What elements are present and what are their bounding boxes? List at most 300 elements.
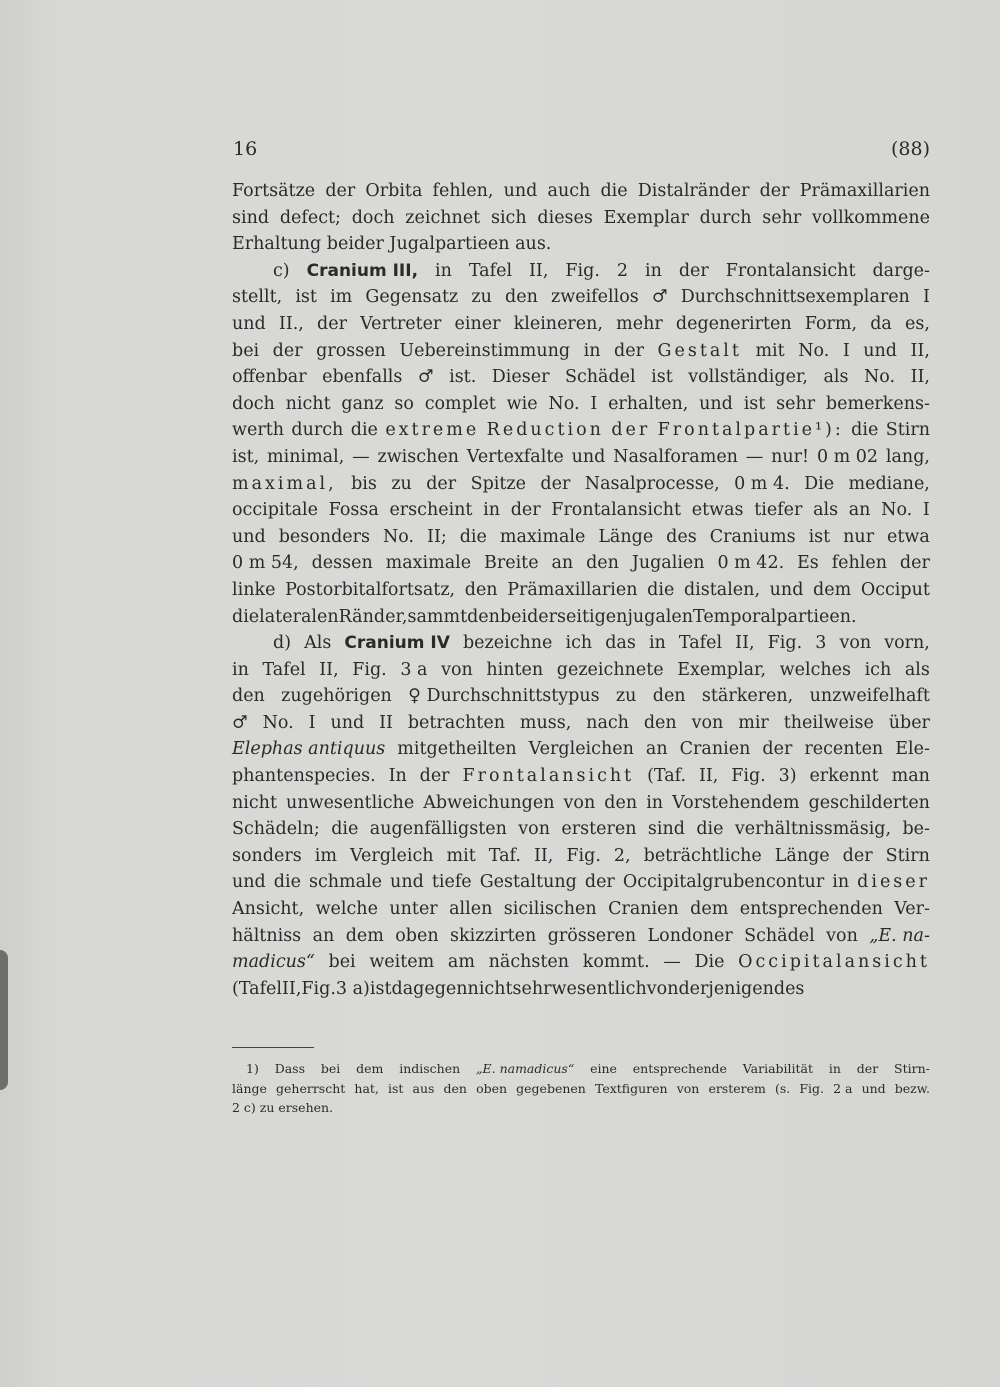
word: der — [899, 553, 930, 574]
word: ist, — [232, 446, 260, 467]
word: bei — [328, 952, 356, 973]
text-line — [232, 683, 930, 710]
word: Ansicht, — [232, 899, 305, 920]
word: geschilderten — [808, 792, 930, 813]
word: ersterem — [708, 1080, 766, 1096]
word: 2 a — [833, 1080, 853, 1096]
word: dieses — [537, 207, 593, 228]
word: 2 c) zu ersehen. — [232, 1100, 334, 1115]
text-line — [232, 311, 930, 338]
word: vollkommene — [812, 207, 930, 228]
word: No. — [881, 500, 913, 521]
text-line — [232, 231, 930, 258]
text-line — [232, 205, 930, 232]
word: lang, — [885, 446, 930, 467]
word: 0 m 4. — [734, 473, 790, 494]
word: Cranien — [679, 739, 751, 760]
word: II, — [910, 367, 930, 388]
word: auch — [547, 181, 591, 201]
word: Dass — [274, 1061, 305, 1076]
word: gezeichnete — [556, 659, 664, 680]
word: zu — [615, 686, 637, 707]
word: den — [464, 579, 498, 600]
word: I — [308, 712, 316, 733]
page-edge-shadow — [0, 950, 8, 1090]
word: durch — [699, 207, 752, 228]
word: und — [571, 446, 606, 467]
word: die — [232, 606, 260, 627]
word: nur! — [771, 446, 810, 467]
word: ♂ — [651, 287, 668, 308]
word: recenten — [804, 739, 884, 760]
word: etwa — [887, 526, 930, 547]
word: 3 — [815, 633, 827, 654]
word: sich — [490, 207, 527, 228]
word: unwesentliche — [286, 792, 415, 813]
word: bemerkens- — [825, 393, 930, 414]
word: den — [643, 712, 677, 733]
word: ebenfalls — [322, 367, 403, 388]
word: Jugalien — [631, 553, 705, 574]
word: Als — [304, 633, 332, 654]
word: entsprechenden — [739, 899, 883, 920]
word: der — [678, 260, 709, 281]
word: es, — [904, 313, 930, 334]
word: 3 a) — [335, 978, 370, 999]
word: derjenigen — [678, 978, 774, 999]
text-line — [232, 869, 930, 896]
word: I — [922, 287, 930, 308]
word: als — [904, 659, 930, 680]
word: oben — [395, 925, 439, 946]
word: d) — [273, 633, 292, 654]
word: kommt. — [582, 952, 650, 973]
word: II, — [533, 845, 554, 866]
word: der — [762, 739, 793, 760]
page-number: 16 — [233, 138, 258, 160]
word: in — [435, 260, 452, 281]
word: der — [419, 766, 450, 787]
word: und — [699, 393, 733, 414]
word: Schädel — [564, 367, 636, 388]
word: complet — [424, 393, 496, 414]
word: Stirn — [885, 420, 930, 441]
word: der — [510, 500, 541, 521]
word: unzweifelhaft — [809, 686, 930, 707]
word: Textfiguren — [594, 1080, 668, 1096]
word: den — [604, 792, 638, 813]
word: extreme — [385, 420, 480, 441]
word: occipitale — [232, 500, 318, 521]
word: der — [426, 473, 457, 494]
word: In — [388, 766, 407, 787]
word: an — [312, 925, 335, 946]
word: Postorbitalfortsatz, — [285, 579, 456, 600]
word: lateralen — [259, 606, 339, 627]
word: von — [691, 712, 724, 733]
word: werth — [232, 420, 285, 441]
word: theilweise — [783, 712, 874, 733]
word: Tafel — [468, 260, 513, 281]
word: von — [826, 925, 858, 946]
word: Fig. — [799, 1080, 824, 1096]
word: sicilischen — [503, 899, 597, 920]
word: dagegen — [391, 978, 468, 999]
word: II, — [910, 340, 930, 361]
word: als — [823, 367, 849, 388]
word: II, — [319, 659, 339, 680]
word: aus — [412, 1080, 435, 1096]
word: ♀ Durchschnittstypus — [408, 686, 600, 707]
word: im — [330, 287, 353, 308]
word: nächsten — [488, 952, 570, 973]
word: offenbar — [232, 367, 307, 388]
word: ersteren — [561, 819, 637, 840]
word: I — [590, 393, 598, 414]
word: Gestalt — [657, 340, 742, 361]
word: die — [696, 819, 724, 840]
word: Tafel — [262, 659, 306, 680]
word: der — [540, 473, 571, 494]
word: jugalen — [627, 606, 693, 627]
word: die — [350, 420, 378, 441]
word: Cranium III, — [306, 260, 419, 281]
word: der — [325, 181, 356, 201]
word: vollständiger, — [688, 367, 808, 388]
word: II, — [735, 633, 755, 654]
word: maximale — [499, 526, 586, 547]
word: doch — [351, 207, 395, 228]
word: sind — [232, 207, 270, 228]
word: Craniums — [709, 526, 796, 547]
word: den — [467, 606, 500, 627]
word: stärkeren, — [701, 686, 794, 707]
word: nach — [586, 712, 629, 733]
word: II., — [278, 313, 304, 334]
word: den — [652, 686, 686, 707]
word: be- — [902, 819, 930, 840]
word: II, — [282, 978, 302, 999]
word: Uebereinstimmung — [399, 340, 571, 361]
text-line — [232, 550, 930, 577]
word: (Taf. — [647, 766, 687, 787]
word: die — [459, 526, 487, 547]
word: erkennt — [809, 766, 879, 787]
word: Breite — [484, 553, 539, 574]
word: die — [331, 819, 359, 840]
word: Fig. — [301, 978, 336, 999]
text-line — [232, 178, 930, 205]
word: II, — [698, 766, 719, 787]
word: welches — [779, 659, 851, 680]
word: von — [518, 819, 550, 840]
word: der — [842, 845, 873, 866]
word: augenfälligsten — [369, 819, 507, 840]
word: bei — [320, 1061, 341, 1076]
word: da — [870, 313, 892, 334]
text-line — [232, 524, 930, 551]
word: No. — [798, 340, 830, 361]
word: tiefe — [431, 872, 472, 893]
word: man — [891, 766, 930, 787]
word: im — [314, 845, 337, 866]
word: Prämaxillarien — [507, 579, 638, 600]
footnote-line — [232, 1098, 930, 1118]
word: Cranien — [608, 899, 679, 920]
word: ist — [295, 287, 317, 308]
word: No. — [863, 367, 896, 388]
word: dieser — [857, 872, 930, 893]
word: No. — [262, 712, 294, 733]
word: Occipitalansicht — [738, 952, 930, 973]
footnote-line — [232, 1079, 930, 1099]
text-line — [232, 391, 930, 418]
word: Nasalprocesse, — [584, 473, 720, 494]
text-line — [232, 630, 930, 657]
word: beiderseitigen — [499, 606, 628, 627]
text-line — [232, 843, 930, 870]
word: Fig. — [767, 633, 803, 654]
word: bis — [351, 473, 377, 494]
word: Temporalpartieen. — [693, 606, 857, 627]
word: phantenspecies. — [232, 766, 376, 787]
text-line — [232, 816, 930, 843]
text-line — [232, 896, 930, 923]
word: grösseren — [547, 925, 637, 946]
word: Frontalpartie¹): — [657, 420, 844, 441]
word: ist. — [449, 367, 477, 388]
word: dessen — [311, 553, 373, 574]
word: 2 — [616, 260, 628, 281]
text-line — [232, 471, 930, 498]
word: betrachten — [407, 712, 505, 733]
word: 0 m 02 — [816, 446, 879, 467]
word: fehlen — [831, 553, 888, 574]
word: minimal, — [267, 446, 345, 467]
word: ist — [743, 393, 766, 414]
word: Exemplar — [603, 207, 689, 228]
word: in — [828, 1061, 841, 1076]
word: indischen — [399, 1061, 461, 1076]
word: hat, — [354, 1080, 379, 1096]
word: in — [646, 792, 664, 813]
word: von — [563, 792, 596, 813]
word: zwischen — [377, 446, 459, 467]
word: ich — [864, 659, 892, 680]
word: wie — [506, 393, 538, 414]
word: Prämaxillarien — [799, 181, 930, 201]
word: in — [832, 872, 850, 893]
word: darge- — [872, 260, 930, 281]
word: Schädel — [744, 925, 815, 946]
word: doch — [232, 393, 275, 414]
word: Die — [804, 473, 835, 494]
word: Frontalansicht — [462, 766, 635, 787]
word: Gestaltung — [479, 872, 577, 893]
text-line — [232, 949, 930, 976]
word: Fig. — [566, 845, 601, 866]
footnote-rule — [232, 1047, 314, 1048]
word: Stirn — [885, 845, 930, 866]
word: weitem — [369, 952, 435, 973]
word: den — [586, 553, 619, 574]
word: Vorstehendem — [672, 792, 800, 813]
word: — — [663, 952, 681, 973]
word: schmale — [308, 872, 383, 893]
word: der — [317, 313, 347, 334]
word: sehr — [762, 207, 802, 228]
word: Fig. — [565, 260, 600, 281]
word: fehlen, — [432, 181, 494, 201]
word: nicht — [467, 978, 513, 999]
word: ganz — [341, 393, 384, 414]
word: in — [644, 260, 662, 281]
page-reference: (88) — [890, 138, 930, 160]
word: Form, — [804, 313, 858, 334]
word: entsprechende — [632, 1061, 727, 1076]
word: Fossa — [328, 500, 379, 521]
word: an — [645, 739, 668, 760]
word: ♂ — [232, 712, 248, 733]
word: ist — [369, 978, 392, 999]
word: von — [441, 659, 473, 680]
word: Fig. — [731, 766, 766, 787]
word: sammt — [407, 606, 468, 627]
word: so — [394, 393, 414, 414]
word: skizzirten — [450, 925, 537, 946]
word: Tafel — [678, 633, 723, 654]
word: Exemplar, — [677, 659, 767, 680]
text-line — [232, 417, 930, 444]
text-line — [232, 497, 930, 524]
word: dem — [356, 1061, 384, 1076]
footnote — [232, 1059, 930, 1118]
word: Cranium IV — [344, 633, 450, 654]
word: mit — [446, 845, 476, 866]
page-header — [233, 136, 930, 162]
word: Frontalansicht — [551, 500, 682, 521]
word: der — [272, 340, 303, 361]
text-line — [232, 976, 930, 1003]
word: beträchtliche — [643, 845, 762, 866]
word: 1) — [246, 1061, 259, 1076]
word: bei — [232, 340, 260, 361]
word: das — [605, 633, 636, 654]
word: über — [888, 712, 930, 733]
word: madicus“ — [232, 952, 315, 973]
word: bezeichne — [462, 633, 553, 654]
word: Fortsätze — [232, 181, 316, 201]
word: hältniss — [232, 925, 302, 946]
word: sind — [647, 819, 685, 840]
word: mir — [738, 712, 769, 733]
word: stellt, — [232, 287, 283, 308]
word: (s. — [774, 1080, 791, 1096]
word: gegebenen — [516, 1080, 586, 1096]
word: in — [583, 340, 601, 361]
word: Variabilität — [742, 1061, 814, 1076]
word: linke — [232, 579, 276, 600]
word: grossen — [316, 340, 386, 361]
word: verhältnissmäsig, — [734, 819, 892, 840]
word: zeichnet — [405, 207, 481, 228]
text-line — [232, 258, 930, 285]
word: in — [483, 500, 501, 521]
word: Durchschnittsexemplaren — [680, 287, 910, 308]
word: Reduction — [486, 420, 604, 441]
word: des — [666, 526, 697, 547]
word: sehr — [776, 393, 816, 414]
word: kleineren, — [513, 313, 603, 334]
word: zugehörigen — [281, 686, 392, 707]
word: bezw. — [894, 1080, 930, 1096]
word: und — [232, 313, 266, 334]
word: II, — [529, 260, 549, 281]
word: unter — [389, 899, 438, 920]
word: einer — [454, 313, 501, 334]
word: an — [848, 500, 871, 521]
word: die — [851, 420, 879, 441]
text-line — [232, 657, 930, 684]
word: 0 m 42. — [717, 553, 785, 574]
word: und — [861, 1080, 886, 1096]
word: defect; — [279, 207, 341, 228]
word: sonders — [232, 845, 302, 866]
word: No. — [548, 393, 580, 414]
word: Nasalforamen — [613, 446, 738, 467]
word: von — [839, 633, 872, 654]
word: der — [759, 181, 790, 201]
word: I — [842, 340, 850, 361]
word: welche — [315, 899, 378, 920]
word: vorn, — [884, 633, 930, 654]
word: distalen, — [683, 579, 761, 600]
word: oben — [476, 1080, 508, 1096]
word: Schädeln; — [232, 819, 320, 840]
word: sehr — [512, 978, 552, 999]
word: Ele- — [895, 739, 930, 760]
word: zu — [391, 473, 412, 494]
word: I — [922, 500, 930, 521]
word: ist — [651, 367, 673, 388]
word: der — [856, 1061, 879, 1076]
body-text — [232, 178, 930, 1002]
text-line — [232, 763, 930, 790]
word: an — [551, 553, 574, 574]
word: die — [600, 181, 628, 201]
word: und — [232, 872, 266, 893]
word: den — [505, 287, 538, 308]
word: Gegensatz — [365, 287, 459, 308]
word: Distalränder — [637, 181, 750, 201]
word: dem — [345, 925, 384, 946]
word: 2, — [613, 845, 631, 866]
word: Ränder, — [338, 606, 408, 627]
word: und — [503, 181, 538, 201]
word: und — [863, 340, 897, 361]
word: 3) — [778, 766, 797, 787]
word: Ver- — [894, 899, 930, 920]
word: Erhaltung beider Jugalpartieen aus. — [232, 234, 552, 255]
word: mitgetheilten — [397, 739, 517, 760]
word: Es — [797, 553, 819, 574]
word: der — [611, 420, 651, 441]
word: zu — [471, 287, 492, 308]
word: Occiput — [860, 579, 930, 600]
word: erhalten, — [608, 393, 689, 414]
word: Taf. — [488, 845, 521, 866]
word: Vertexfalte — [466, 446, 564, 467]
